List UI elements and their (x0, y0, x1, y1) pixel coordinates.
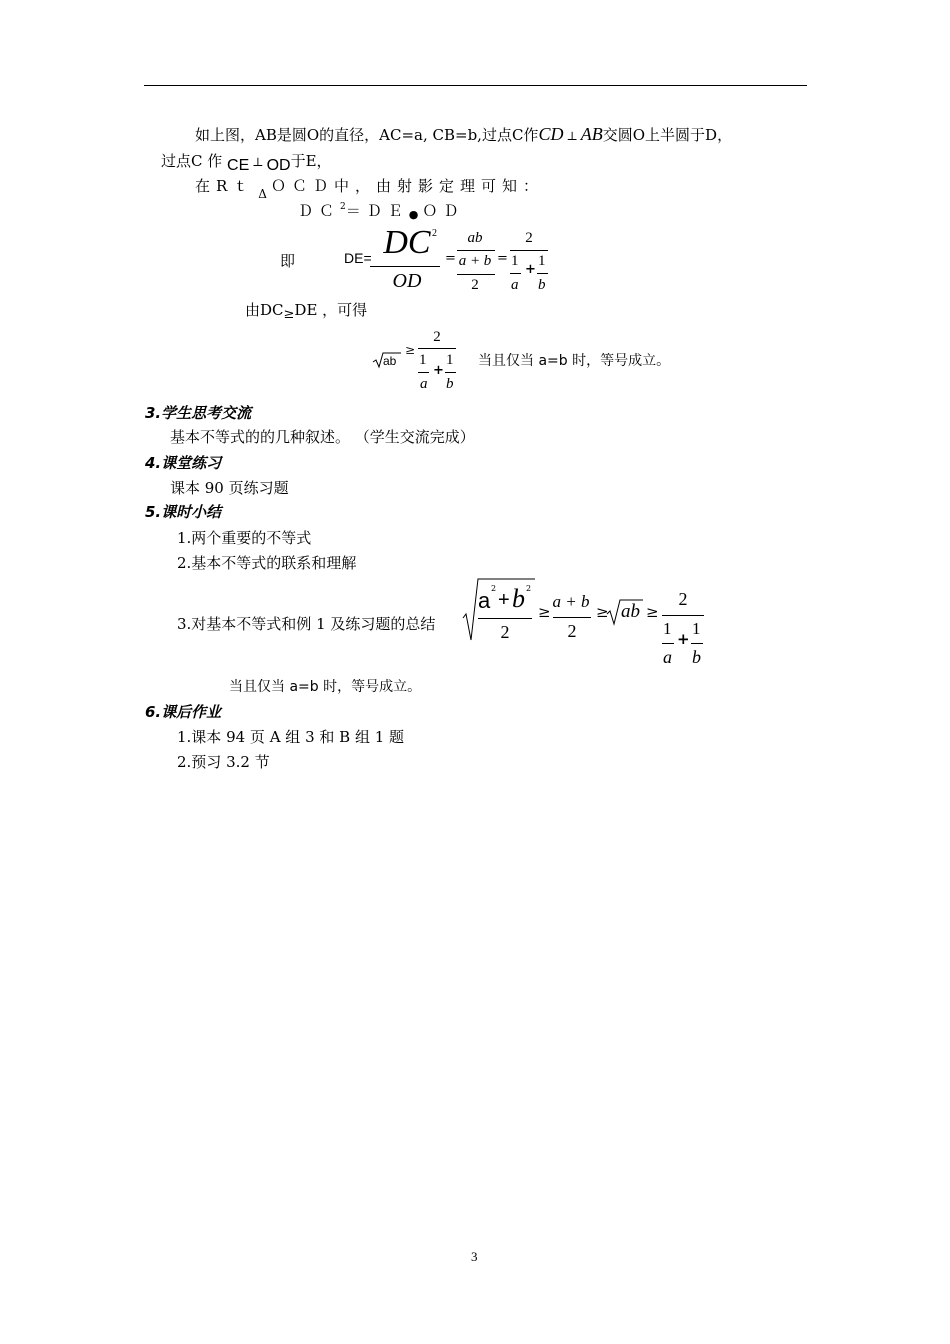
paragraph-line-1 (195, 124, 732, 145)
section-heading-6: 6.课后作业 (145, 703, 222, 721)
hm-one-a: 1 (663, 619, 672, 638)
qm-a: a (478, 588, 491, 613)
fraction-bar (537, 273, 548, 274)
geq-symbol: ≥ (646, 603, 659, 621)
equals-sign: = (445, 251, 456, 266)
hm-one-b: 1 (692, 619, 701, 638)
fraction-bar (662, 615, 704, 616)
harm-plus: + (433, 363, 444, 378)
frac-ab-mid: a + b (458, 253, 492, 269)
math-ab: AB (580, 124, 603, 144)
am-num: a + b (552, 592, 590, 611)
section-heading-4: 4.课堂练习 (145, 454, 222, 472)
delta-symbol: Δ (258, 187, 267, 201)
geq-symbol: ≥ (538, 603, 551, 621)
fraction-bar (662, 643, 674, 644)
fraction-bar (510, 250, 548, 251)
fraction-bar (478, 618, 532, 619)
fraction-bar (457, 250, 495, 251)
eq-de: ＝ＤＥ (345, 202, 409, 220)
qm-b-sup: 2 (526, 584, 532, 593)
hm-b: b (692, 647, 701, 667)
text-segment: 交圆O上半圆于D， (602, 126, 733, 144)
paragraph-line-3 (195, 175, 544, 201)
text-segment: DE ，可得 (294, 301, 368, 319)
qm-b: b (512, 584, 525, 613)
fraction-denominator (372, 270, 442, 293)
fraction-bar (510, 273, 521, 274)
harm-one-a: 1 (511, 253, 519, 269)
harm-a: a (420, 376, 428, 392)
geq-symbol: ≥ (405, 343, 416, 357)
math-cd: CD (538, 124, 564, 144)
am-den: 2 (567, 621, 577, 641)
fraction-bar (418, 348, 456, 349)
text-segment: 由DC (245, 301, 284, 319)
harm-one-a: 1 (419, 352, 427, 368)
section-heading-3: 3.学生思考交流 (145, 404, 252, 422)
summary-item-1: 1.两个重要的不等式 (177, 529, 312, 547)
frac-harm-num: 2 (433, 329, 441, 345)
equality-condition: 当且仅当 a=b 时，等号成立。 (478, 353, 671, 369)
harm-a: a (511, 277, 519, 293)
section-4-text: 课本 90 页练习题 (170, 479, 289, 497)
big-od: OD (392, 270, 422, 292)
page-number: 3 (471, 1249, 478, 1264)
frac-ab-num: ab (467, 230, 483, 246)
fraction-bar (691, 643, 703, 644)
section-3-text: 基本不等式的的几种叙述。 （学生交流完成） (170, 428, 475, 446)
text-segment: 在Rｔ (195, 177, 255, 195)
eq-dc: ＤＣ (298, 202, 341, 220)
frac-harm-num: 2 (525, 230, 533, 246)
text-segment: 如上图，AB是圆O的直径，AC=a, CB=b,过点C作 (195, 126, 539, 144)
big-superscript: 2 (432, 228, 437, 239)
equality-condition: 当且仅当 a=b 时，等号成立。 (229, 679, 422, 695)
qm-a-sup: 2 (491, 584, 497, 593)
harm-one-b: 1 (446, 352, 454, 368)
geq-symbol: ≥ (283, 307, 295, 322)
geq-symbol: ≥ (596, 603, 609, 621)
hm-num: 2 (678, 589, 688, 609)
qm-den: 2 (500, 622, 510, 642)
dot-symbol: ● (408, 208, 419, 221)
homework-item-2: 2.预习 3.2 节 (177, 753, 270, 771)
ji-label: 即 (280, 252, 296, 270)
fraction-bar (457, 274, 495, 275)
harm-b: b (446, 376, 454, 392)
hm-plus: + (677, 630, 690, 648)
fraction-bar (370, 266, 440, 267)
eq-od: ＯＤ (422, 202, 465, 220)
math-ce: CE (227, 157, 250, 174)
section-heading-5: 5.课时小结 (145, 503, 222, 521)
harm-one-b: 1 (538, 253, 546, 269)
fraction-bar (418, 372, 429, 373)
inference-line (245, 299, 367, 320)
equals-sign: = (497, 251, 508, 266)
qm-plus: + (498, 589, 510, 611)
perp-symbol: ⊥ (566, 129, 578, 143)
eq-superscript: 2 (340, 202, 346, 212)
harm-b: b (538, 277, 546, 293)
de-equals: DE= (344, 250, 372, 266)
summary-item-3: 3.对基本不等式和例 1 及练习题的总结 (177, 615, 436, 633)
text-segment: 于E， (290, 152, 332, 170)
paragraph-line-2 (161, 150, 332, 174)
harm-plus: + (525, 262, 536, 277)
gm-ab: ab (621, 601, 640, 622)
summary-item-2: 2.基本不等式的联系和理解 (177, 554, 357, 572)
fraction-bar (553, 617, 591, 618)
perp-symbol: ⊥ (252, 155, 264, 169)
math-od: OD (266, 157, 291, 174)
text-segment: 过点C 作 (161, 152, 223, 170)
frac-ab-den: 2 (471, 277, 479, 293)
homework-item-1: 1.课本 94 页 A 组 3 和 B 组 1 题 (177, 728, 405, 746)
big-dc: DC (383, 224, 431, 261)
sqrt-ab-text: ab (383, 354, 397, 368)
header-rule (144, 85, 807, 86)
projection-equation (298, 200, 464, 221)
hm-a: a (663, 647, 672, 667)
text-segment: ＯＣＤ中，由射影定理可知： (270, 177, 544, 195)
fraction-bar (445, 372, 456, 373)
